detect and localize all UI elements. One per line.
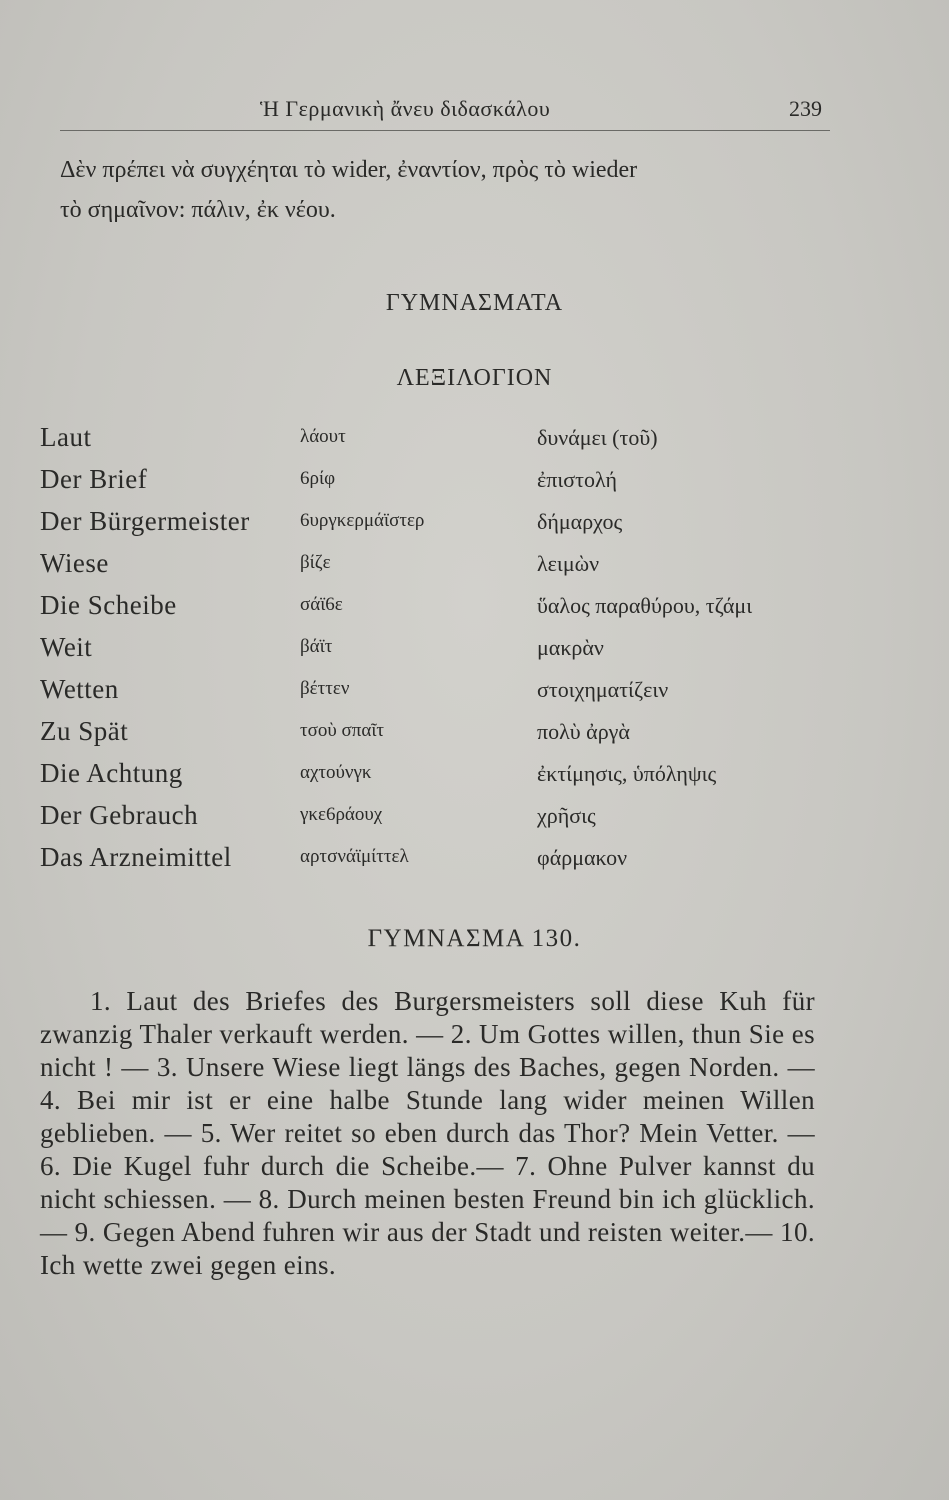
vocab-row	[40, 674, 860, 716]
vocab-pronunciation: σάϊ6ε	[300, 594, 343, 615]
vocab-german: Das Arzneimittel	[40, 842, 232, 872]
vocab-german: Zu Spät	[40, 716, 129, 746]
exercise-text	[40, 985, 815, 1282]
vocab-greek: φάρμακον	[537, 845, 628, 870]
intro-line-1: Δὲν πρέπει νὰ συγχέηται τὸ wider, ἐναντίον, πρὸς τὸ wieder	[60, 157, 638, 183]
vocab-pronunciation: βέττεν	[300, 678, 350, 699]
vocab-greek: ἐπιστολή	[537, 467, 617, 492]
vocab-row	[40, 422, 860, 464]
section-heading-lexilogion: ΛΕΞΙΛΟΓΙΟΝ	[396, 365, 553, 391]
intro-paragraph	[60, 150, 830, 230]
vocab-pronunciation: 6υργκερμάϊστερ	[300, 510, 425, 531]
vocab-german: Wetten	[40, 674, 119, 704]
vocab-greek: ὕαλος παραθύρου, τζάμι	[537, 593, 753, 618]
vocab-greek: μακρὰν	[537, 635, 604, 660]
vocab-row	[40, 842, 860, 884]
vocab-row	[40, 506, 860, 548]
vocab-german: Der Bürgermeister	[40, 506, 250, 536]
vocab-greek: χρῆσις	[537, 803, 596, 828]
vocab-pronunciation: αρτσνάϊμίττελ	[300, 846, 409, 867]
vocab-greek: δήμαρχος	[537, 509, 623, 534]
vocab-row	[40, 758, 860, 800]
exercise-paragraph: 1. Laut des Briefes des Burgersmeisters soll diese Kuh für zwanzig Thaler verkauft werden. — 2. Um Gottes willen, thun Sie es nicht ! — 3. Unsere Wiese liegt längs des Baches, gegen Norden. — 4. Bei mir ist er eine halbe Stunde lang wider meinen Willen geblieben. — 5. Wer reitet so eben durch das Thor? Mein Vetter. —6. Die Kugel fuhr durch die Scheibe.— 7. Ohne Pulver kannst du nicht schiessen. — 8. Durch meinen besten Freund bin ich glücklich. — 9. Gegen Abend fuhren wir aus der Stadt und reisten weiter.— 10. Ich wette zwei gegen eins.	[40, 986, 815, 1280]
vocab-pronunciation: βίζε	[300, 552, 331, 573]
vocab-row	[40, 464, 860, 506]
vocab-greek: δυνάμει (τοῦ)	[537, 425, 658, 450]
vocabulary-list	[40, 422, 860, 884]
vocab-pronunciation: 6ρίφ	[300, 468, 336, 489]
vocab-greek: πολὺ ἀργὰ	[537, 719, 630, 744]
exercise-heading: ΓΥΜΝΑΣΜΑ 130.	[367, 925, 582, 952]
vocab-greek: λειμὼν	[537, 551, 600, 576]
vocab-german: Laut	[40, 422, 92, 452]
vocab-row	[40, 632, 860, 674]
vocab-row	[40, 590, 860, 632]
vocab-row	[40, 716, 860, 758]
vocab-greek: ἐκτίμησις, ὑπόληψις	[537, 761, 717, 786]
section-heading-gymnasmata: ΓΥΜΝΑΣΜΑΤΑ	[385, 290, 564, 316]
vocab-german: Der Gebrauch	[40, 800, 199, 830]
page-number: 239	[789, 96, 822, 121]
vocab-german: Der Brief	[40, 464, 148, 494]
intro-line-2: τὸ σημαῖνον: πάλιν, ἐκ νέου.	[60, 197, 336, 223]
vocab-german: Wiese	[40, 548, 109, 578]
vocab-german: Die Achtung	[40, 758, 183, 788]
vocab-pronunciation: λάουτ	[300, 426, 346, 447]
vocab-row	[40, 800, 860, 842]
running-title: Ἡ Γερμανικὴ ἄνευ διδασκάλου	[260, 96, 551, 121]
vocab-pronunciation: βάϊτ	[300, 636, 333, 657]
vocab-german: Weit	[40, 632, 93, 662]
vocab-pronunciation: γκε6ράουχ	[300, 804, 383, 825]
vocab-pronunciation: αχτούνγκ	[300, 762, 372, 783]
vocab-german: Die Scheibe	[40, 590, 177, 620]
header-rule	[60, 130, 830, 131]
vocab-pronunciation: τσοὺ σπαῖτ	[300, 720, 385, 741]
vocab-row	[40, 548, 860, 590]
vocab-greek: στοιχηματίζειν	[537, 677, 669, 702]
